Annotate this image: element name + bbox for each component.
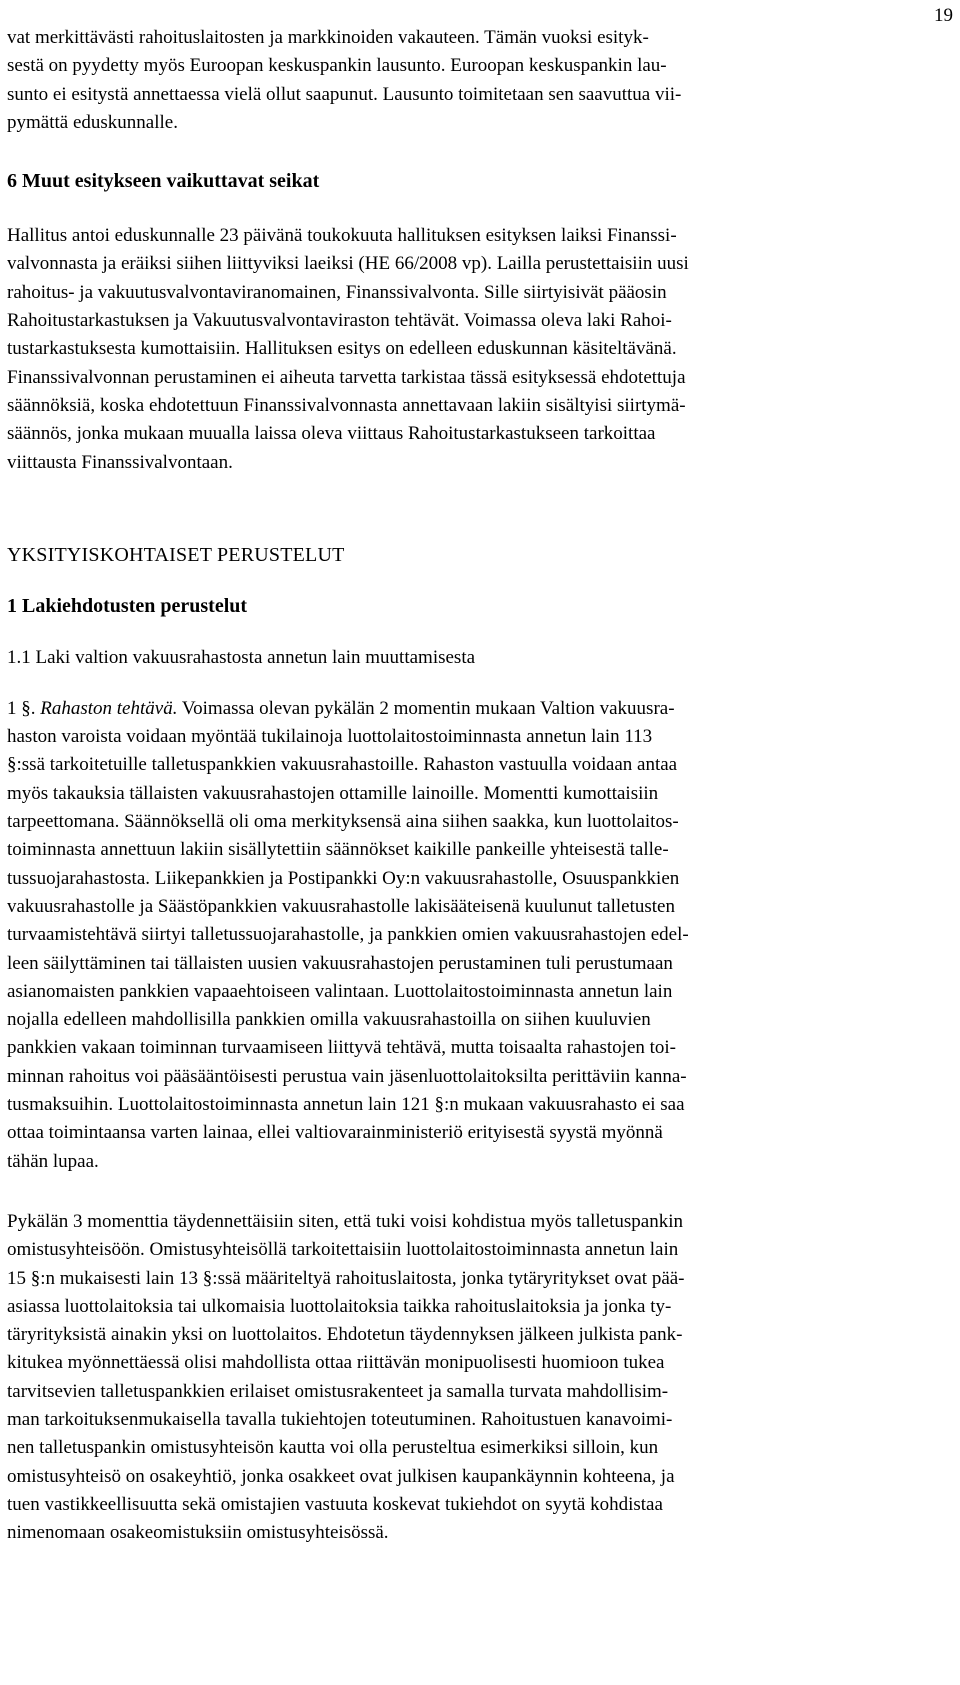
text-line: tarvitsevien talletuspankkien erilaiset omistusrakenteet ja samalla turvata mahdollisim-: [7, 1380, 669, 1402]
text-line: asiassa luottolaitoksia tai ulkomaisia luottolaitoksia taikka rahoituslaitoksia ja jonka ty-: [7, 1295, 672, 1317]
text-line: säännöksiä, koska ehdotettuun Finanssivalvonnasta annettavaan lakiin sisältyisi siirtymä-: [7, 394, 686, 416]
section-6-paragraph: [7, 222, 923, 477]
text-line: valvonnasta ja eräiksi siihen liittyviksi laeiksi (HE 66/2008 vp). Lailla perustettaisiin uusi: [7, 253, 689, 275]
paragraph-1-section: [7, 695, 923, 1176]
page-content: [7, 24, 923, 1547]
text-line: toiminnasta annettuun lakiin sisällytettiin säännökset kaikille pankeille yhteisestä talle-: [7, 839, 669, 861]
text-line: viittausta Finanssivalvontaan.: [7, 451, 233, 473]
section-title-italic: Rahaston tehtävä.: [40, 697, 178, 719]
text-segment: Voimassa olevan pykälän 2 momentin mukaan Valtion vakuusra-: [177, 697, 675, 719]
page-number: 19: [934, 5, 953, 26]
text-line: turvaamistehtävä siirtyi talletussuojarahastolle, ja pankkien omien vakuusrahastojen edel-: [7, 924, 689, 946]
text-line: haston varoista voidaan myöntää tukilainoja luottolaitostoiminnasta annetun lain 113: [7, 726, 653, 748]
text-line: rahoitus- ja vakuutusvalvontaviranomainen, Finanssivalvonta. Sille siirtyisivät pääosin: [7, 281, 667, 303]
text-line: myös takauksia tällaisten vakuusrahastojen ottamille lainoille. Momentti kumottaisiin: [7, 782, 659, 804]
text-line: §:ssä tarkoitetuille talletuspankkien vakuusrahastoille. Rahaston vastuulla voidaan antaa: [7, 754, 678, 776]
text-line: tuen vastikkeellisuutta sekä omistajien vastuuta koskevat tukiehdot on syytä kohdistaa: [7, 1493, 663, 1515]
text-line: man tarkoituksenmukaisella tavalla tukiehtojen toteutuminen. Rahoitustuen kanavoimi-: [7, 1408, 673, 1430]
text-line: tarpeettomana. Säännöksellä oli oma merkityksensä aina siihen saakka, kun luottolaitos-: [7, 811, 679, 833]
text-line: [7, 695, 923, 723]
text-line: minnan rahoitus voi pääsääntöisesti perustua vain jäsenluottolaitoksilta perittäviin kanna-: [7, 1065, 687, 1087]
text-line: Hallitus antoi eduskunnalle 23 päivänä toukokuuta hallituksen esityksen laiksi Finanssi-: [7, 225, 677, 247]
text-line: nimenomaan osakeomistuksiin omistusyhteisössä.: [7, 1522, 389, 1544]
text-line: täryrityksistä ainakin yksi on luottolaitos. Ehdotetun täydennyksen jälkeen julkista pank-: [7, 1324, 683, 1346]
text-line: 15 §:n mukaisesti lain 13 §:ssä määriteltyä rahoituslaitosta, jonka tytäryritykset ovat pää-: [7, 1267, 685, 1289]
text-line: kitukea myönnettäessä olisi mahdollista ottaa riittävän monipuolisesti huomioon tukea: [7, 1352, 665, 1374]
section-heading-1: 1 Lakiehdotusten perustelut: [7, 594, 248, 617]
text-line: tusmaksuihin. Luottolaitostoiminnasta annetun lain 121 §:n mukaan vakuusrahasto ei saa: [7, 1094, 685, 1116]
part-heading: YKSITYISKOHTAISET PERUSTELUT: [7, 543, 345, 566]
text-line: tussuojarahastosta. Liikepankkien ja Postipankki Oy:n vakuusrahastolle, Osuuspankkien: [7, 867, 680, 889]
document-page: [7, 0, 953, 1685]
text-line: nen talletuspankin omistusyhteisön kautta voi olla perusteltua esimerkiksi silloin, kun: [7, 1437, 659, 1459]
text-line: asianomaisten pankkien vapaaehtoiseen valintaan. Luottolaitostoiminnasta annetun lain: [7, 980, 673, 1002]
text-line: vakuusrahastolle ja Säästöpankkien vakuusrahastolle lakisääteisenä kuulunut talletusten: [7, 895, 675, 917]
text-line: Pykälän 3 momenttia täydennettäisiin siten, että tuki voisi kohdistua myös talletuspankin: [7, 1210, 683, 1232]
text-line: ottaa toimintaansa varten lainaa, ellei valtiovarainministeriö erityisestä syystä myönnä: [7, 1122, 663, 1144]
section-heading-6: 6 Muut esitykseen vaikuttavat seikat: [7, 170, 320, 193]
text-line: omistusyhteisöön. Omistusyhteisöllä tarkoitettaisiin luottolaitostoiminnasta annetun lain: [7, 1239, 679, 1261]
text-line: tustarkastuksesta kumottaisiin. Hallituksen esitys on edelleen eduskunnan käsiteltävänä.: [7, 338, 677, 360]
text-line: tähän lupaa.: [7, 1150, 99, 1172]
text-line: pankkien vakaan toiminnan turvaamiseen liittyvä tehtävä, mutta toisaalta rahastojen toi-: [7, 1037, 677, 1059]
paragraph-2: [7, 1208, 923, 1548]
text-line: sunto ei esitystä annettaessa vielä ollut saapunut. Lausunto toimitetaan sen saavuttua vii-: [7, 83, 682, 105]
intro-paragraph: [7, 24, 923, 137]
subsection-heading: 1.1 Laki valtion vakuusrahastosta annetun lain muuttamisesta: [7, 646, 476, 668]
text-line: pymättä eduskunnalle.: [7, 111, 178, 133]
text-line: Rahoitustarkastuksen ja Vakuutusvalvontaviraston tehtävät. Voimassa oleva laki Rahoi-: [7, 310, 672, 332]
text-line: vat merkittävästi rahoituslaitosten ja markkinoiden vakauteen. Tämän vuoksi esityk-: [7, 27, 649, 48]
section-number: 1 §.: [7, 697, 41, 719]
text-line: Finanssivalvonnan perustaminen ei aiheuta tarvetta tarkistaa tässä esityksessä ehdotettuja: [7, 366, 686, 388]
text-line: omistusyhteisö on osakeyhtiö, jonka osakkeet ovat julkisen kaupankäynnin kohteena, ja: [7, 1465, 675, 1487]
text-line: leen säilyttäminen tai tällaisten uusien vakuusrahastojen perustaminen tuli perustumaan: [7, 952, 673, 974]
text-line: sestä on pyydetty myös Euroopan keskuspankin lausunto. Euroopan keskuspankin lau-: [7, 55, 667, 77]
text-line: nojalla edelleen mahdollisilla pankkien omilla vakuusrahastoilla on siihen kuuluvien: [7, 1009, 651, 1031]
text-line: säännös, jonka mukaan muualla laissa oleva viittaus Rahoitustarkastukseen tarkoittaa: [7, 423, 656, 445]
